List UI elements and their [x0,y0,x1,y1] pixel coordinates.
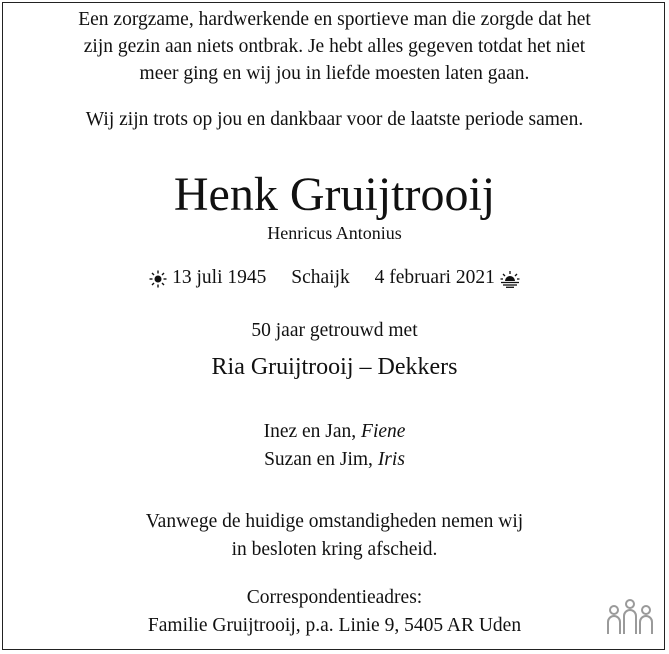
birth-group [149,264,266,292]
grandchild-name: Fiene [361,421,406,442]
grandchild-name: Iris [377,449,405,470]
marriage-label: 50 jaar getrouwd met [251,320,418,341]
quote-text: Wij zijn trots op jou en dankbaar voor de laatste periode samen. [85,109,584,130]
birth-place: Schaijk [291,267,350,288]
family-line-1 [0,418,669,446]
sunset-icon [500,270,520,288]
deceased-name: Henk Gruijtrooij [173,168,496,221]
given-names: Henricus Antonius [267,223,402,243]
sun-icon [149,270,167,288]
family-names: Inez en Jan, [263,421,357,442]
birth-date: 13 juli 1945 [172,267,267,288]
family-line-2 [0,446,669,474]
dates-line [0,264,669,292]
correspondence-label: Correspondentieadres: [246,587,423,608]
notice-line-1: Vanwege de huidige omstandigheden nemen wij [145,511,524,532]
intro-line-2: zijn gezin aan niets ontbrak. Je hebt alles gegeven totdat het niet [83,36,586,57]
death-date: 4 februari 2021 [374,267,495,288]
people-group-icon [604,598,656,636]
correspondence-address: Familie Gruijtrooij, p.a. Linie 9, 5405 AR Uden [147,615,522,636]
spouse-name: Ria Gruijtrooij – Dekkers [211,354,458,380]
intro-line-1: Een zorgzame, hardwerkende en sportieve man die zorgde dat het [78,9,591,30]
intro-line-3: meer ging en wij jou in liefde moesten laten gaan. [139,63,530,84]
death-group [375,264,520,292]
notice-line-2: in besloten kring afscheid. [231,539,438,560]
family-names: Suzan en Jim, [264,449,373,470]
